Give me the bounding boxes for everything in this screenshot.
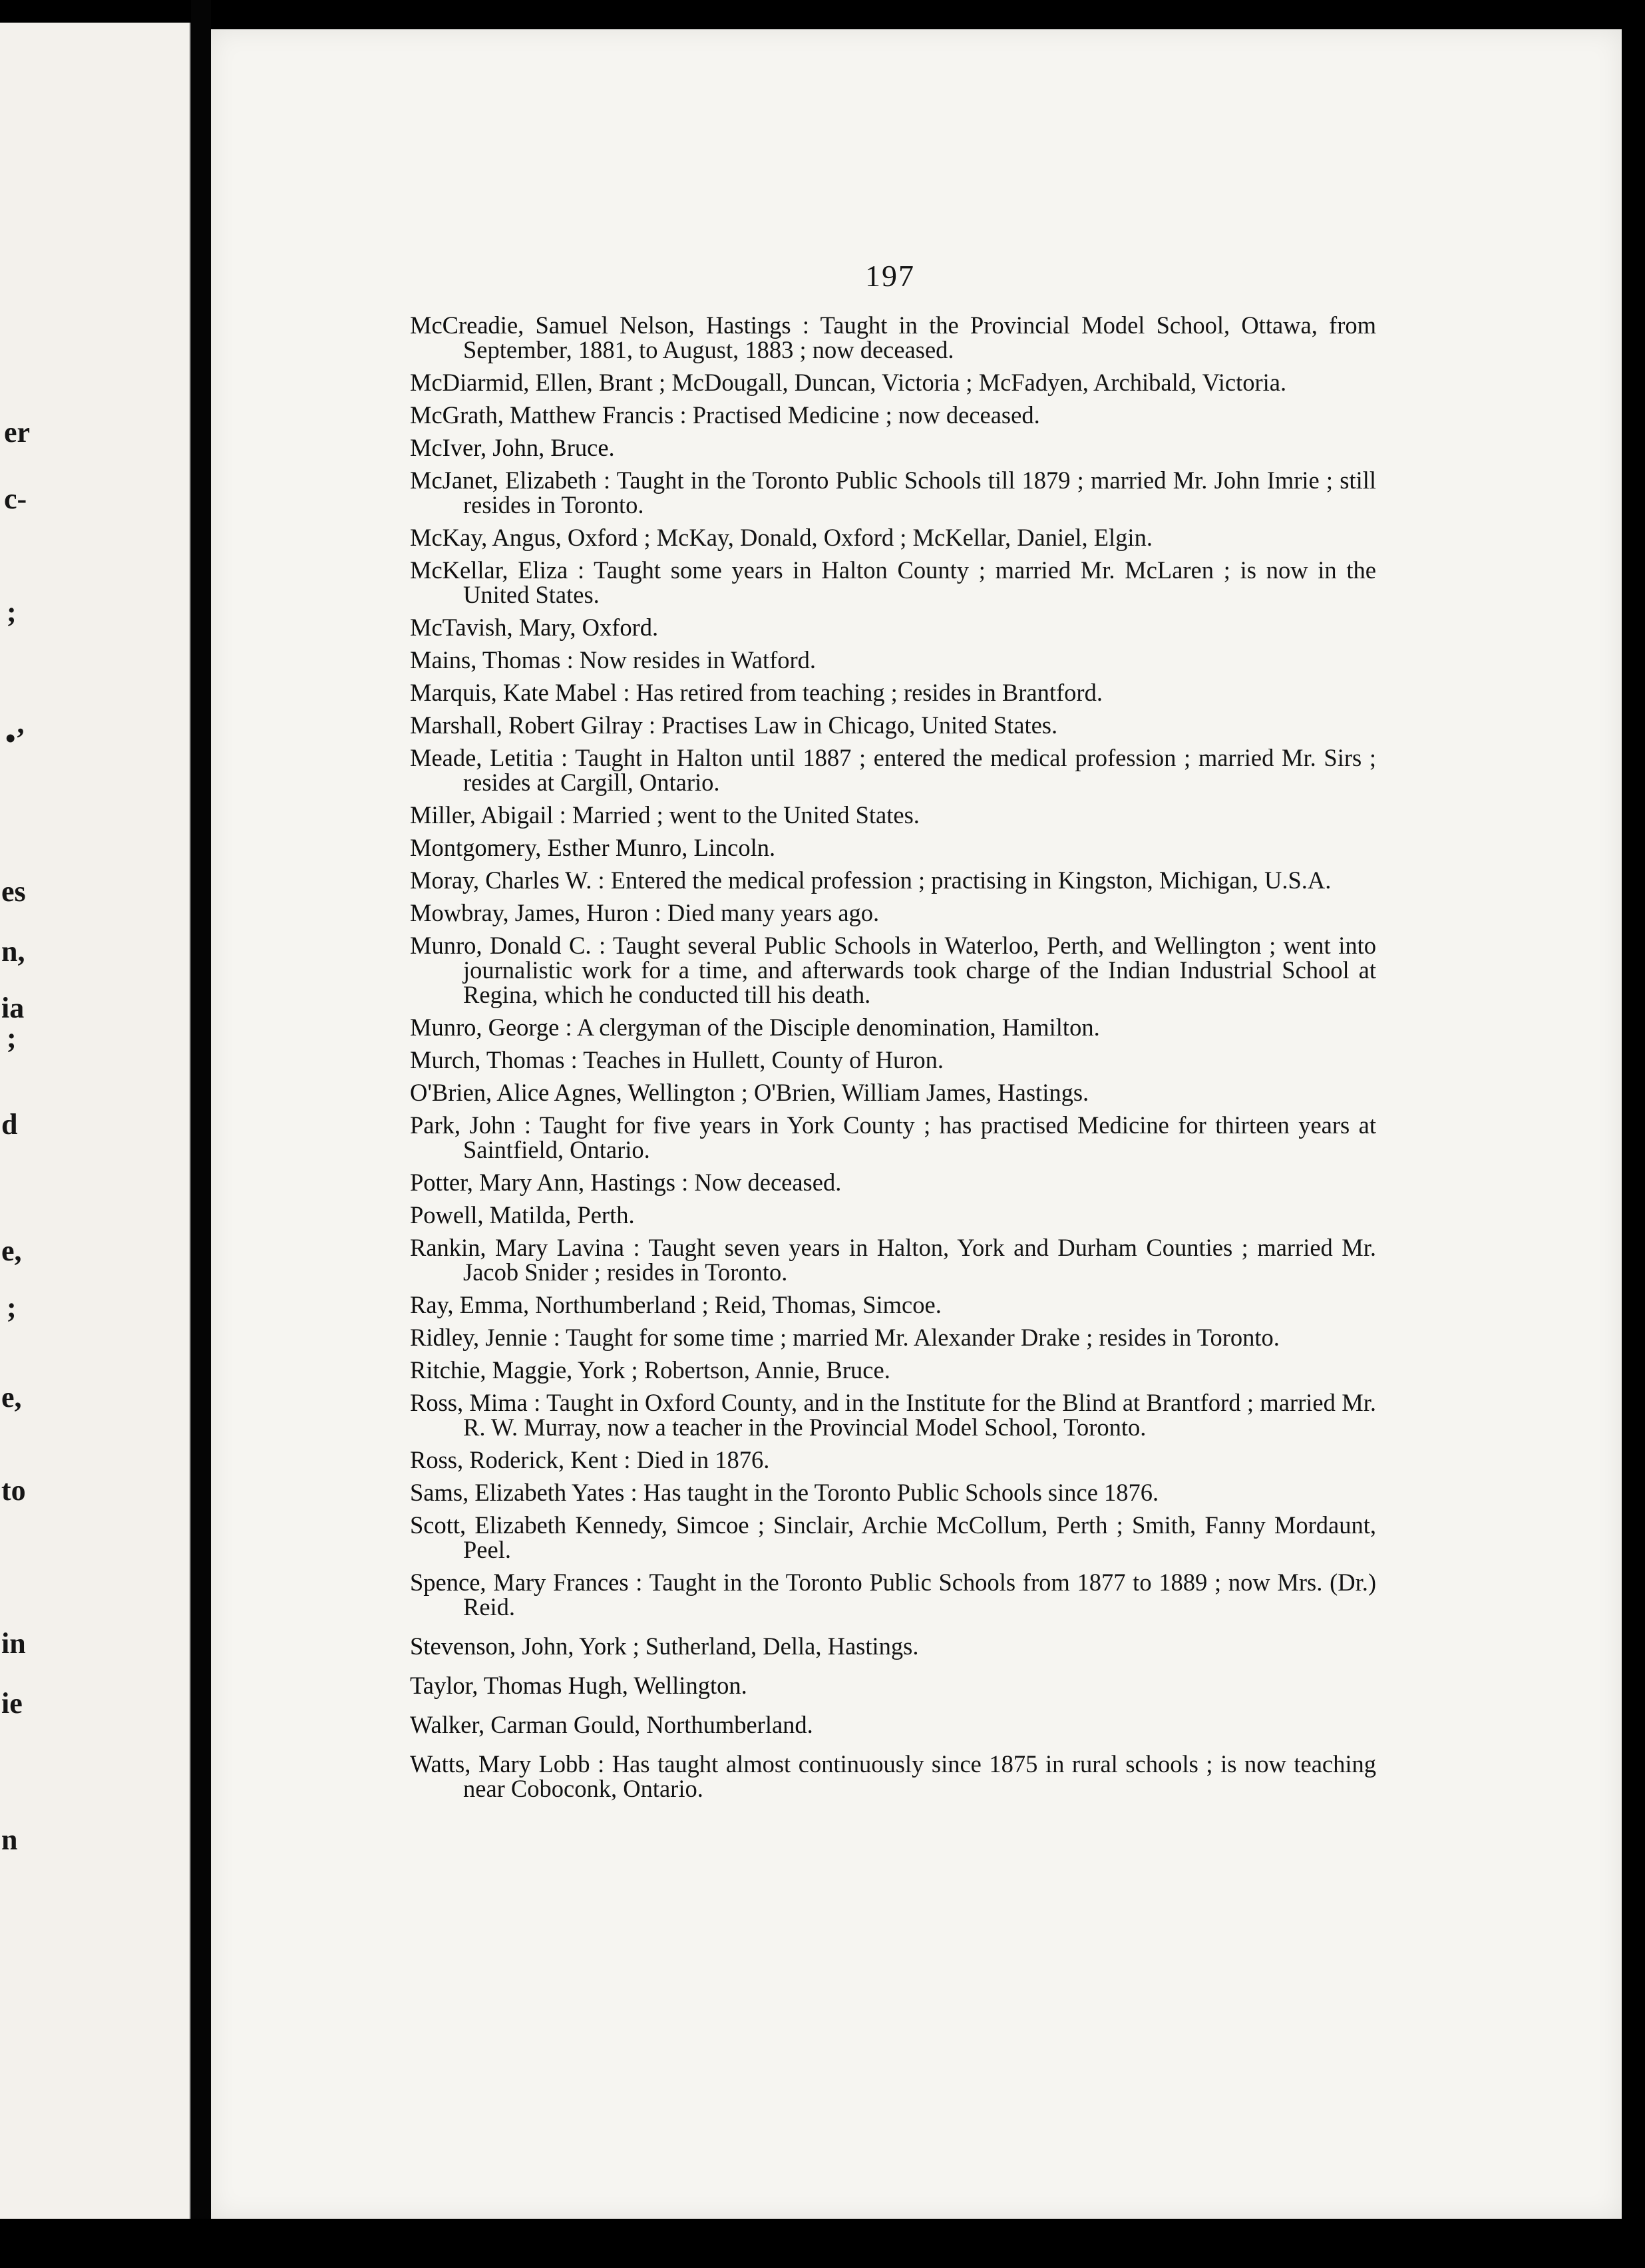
entry-name: Walker, Carman Gould, Northumberland.: [410, 1711, 813, 1738]
list-item: [410, 435, 1376, 460]
entry-text: ; Sinclair, Archie McCollum, Perth ; Smith, Fanny Mordaunt, Peel.: [463, 1511, 1377, 1563]
entry-name: Rankin, Mary Lavina: [410, 1234, 624, 1261]
list-item: [410, 403, 1376, 427]
list-item: [410, 1203, 1376, 1227]
margin-fragment: e,: [1, 1381, 22, 1414]
entry-text: : Taught for some time ; married Mr. Alexander Drake ; resides in Toronto.: [553, 1324, 1280, 1351]
list-item: [410, 1292, 1376, 1317]
list-item: [410, 370, 1376, 395]
scan-top-border: [0, 0, 1645, 27]
entry-name: Ridley, Jennie: [410, 1324, 548, 1351]
entry-text: : Taught for five years in York County ; has practised Medicine for thirteen years at Saintfield, Ontario.: [463, 1111, 1377, 1163]
list-item: [410, 803, 1376, 827]
list-item: [410, 1325, 1376, 1350]
margin-fragment: n: [1, 1823, 18, 1856]
list-item: [410, 1358, 1376, 1382]
list-item: [410, 1113, 1376, 1162]
entry-text: : Has taught in the Toronto Public Schools since 1876.: [630, 1479, 1159, 1506]
entry-text: : Practised Medicine ; now deceased.: [679, 401, 1040, 429]
entry-text: : Has retired from teaching ; resides in Brantford.: [623, 679, 1103, 706]
page-number: 197: [865, 259, 915, 293]
list-item: [410, 1015, 1376, 1040]
entry-text: : Married ; went to the United States.: [559, 801, 920, 829]
list-item: [410, 558, 1376, 607]
entry-text: : Taught in the Provincial Model School, Ottawa, from September, 1881, to August, 1883 ; now deceased.: [463, 311, 1376, 363]
entry-text: : A clergyman of the Disciple denomination, Hamilton.: [565, 1014, 1100, 1041]
margin-fragment: es: [1, 875, 26, 908]
entry-name: Watts, Mary Lobb: [410, 1750, 590, 1778]
list-item: [410, 1712, 1376, 1737]
entry-name: Munro, Donald C.: [410, 932, 592, 959]
entry-text: ; McDougall, Duncan, Victoria ; McFadyen, Archibald, Victoria.: [659, 369, 1287, 396]
entry-name: Ray, Emma, Northumberland: [410, 1291, 696, 1318]
entry-text: ; McKay, Donald, Oxford ; McKellar, Daniel, Elgin.: [643, 524, 1153, 551]
book-gutter: [191, 0, 211, 2268]
margin-fragment: ;: [7, 596, 17, 628]
list-item: [410, 1235, 1376, 1284]
list-item: [410, 1047, 1376, 1072]
list-item: [410, 1080, 1376, 1105]
margin-fragment: e,: [1, 1234, 22, 1267]
list-item: [410, 868, 1376, 892]
entry-name: Mowbray, James, Huron: [410, 899, 649, 926]
margin-fragment: er: [4, 416, 31, 449]
entry-name: Stevenson, John, York: [410, 1632, 627, 1660]
entry-text: : Taught in Oxford County, and in the Institute for the Blind at Brantford ; married Mr. R. W. Murray, now a teacher in the Provincial Model School, Toronto.: [463, 1389, 1376, 1441]
entry-text: : Now resides in Watford.: [566, 646, 817, 673]
list-item: [410, 900, 1376, 925]
margin-fragment: ;: [7, 1291, 17, 1324]
entry-name: Marshall, Robert Gilray: [410, 711, 643, 739]
entry-text: ; Robertson, Annie, Bruce.: [631, 1356, 890, 1384]
list-item: [410, 468, 1376, 517]
entry-text: : Teaches in Hullett, County of Huron.: [570, 1046, 944, 1073]
margin-fragment: d: [1, 1108, 18, 1141]
scan-right-border: [1622, 0, 1645, 2268]
entry-name: Ross, Roderick, Kent: [410, 1446, 618, 1473]
entry-name: Montgomery, Esther Munro, Lincoln.: [410, 834, 776, 861]
entry-name: Ritchie, Maggie, York: [410, 1356, 626, 1384]
list-item: [410, 1390, 1376, 1439]
entry-text: : Taught in the Toronto Public Schools till 1879 ; married Mr. John Imrie ; still resides in Toronto.: [463, 467, 1376, 518]
entry-text: ; O'Brien, William James, Hastings.: [741, 1079, 1089, 1106]
facing-page-edge: [0, 23, 191, 2219]
entry-text: ; Sutherland, Della, Hastings.: [632, 1632, 919, 1660]
margin-fragment: ;: [7, 1022, 17, 1054]
list-item: [410, 615, 1376, 640]
entry-name: McTavish, Mary, Oxford.: [410, 614, 659, 641]
entry-name: Murch, Thomas: [410, 1046, 565, 1073]
entry-name: Miller, Abigail: [410, 801, 554, 829]
entry-text: : Died many years ago.: [654, 899, 880, 926]
list-item: [410, 1673, 1376, 1698]
entry-name: Ross, Mima: [410, 1389, 528, 1416]
list-item: [410, 1752, 1376, 1801]
margin-fragment: n,: [1, 935, 25, 968]
entry-name: Meade, Letitia: [410, 744, 554, 771]
entry-name: Spence, Mary Frances: [410, 1569, 629, 1596]
margin-fragment: in: [1, 1627, 26, 1660]
biography-list: [410, 313, 1376, 1809]
entry-name: Scott, Elizabeth Kennedy, Simcoe: [410, 1511, 749, 1539]
entry-text: : Practises Law in Chicago, United States.: [648, 711, 1058, 739]
entry-name: Munro, George: [410, 1014, 560, 1041]
list-item: [410, 648, 1376, 672]
list-item: [410, 1570, 1376, 1619]
list-item: [410, 1480, 1376, 1505]
entry-name: Sams, Elizabeth Yates: [410, 1479, 625, 1506]
entry-text: : Taught some years in Halton County ; married Mr. McLaren ; is now in the United States.: [463, 556, 1377, 608]
entry-name: Taylor, Thomas Hugh, Wellington.: [410, 1672, 747, 1699]
entry-name: Marquis, Kate Mabel: [410, 679, 618, 706]
margin-fragment: ie: [1, 1687, 23, 1720]
entry-name: Mains, Thomas: [410, 646, 561, 673]
list-item: [410, 680, 1376, 705]
entry-name: McIver, John, Bruce.: [410, 434, 615, 461]
list-item: [410, 713, 1376, 737]
margin-fragment: to: [1, 1474, 26, 1507]
entry-text: : Taught in Halton until 1887 ; entered the medical profession ; married Mr. Sirs ; resides at Cargill, Ontario.: [463, 744, 1376, 796]
margin-fragment: c-: [4, 482, 27, 515]
margin-fragment: ia: [1, 992, 25, 1024]
entry-name: McGrath, Matthew Francis: [410, 401, 674, 429]
entry-name: Park, John: [410, 1111, 516, 1139]
list-item: [410, 1447, 1376, 1472]
entry-text: : Entered the medical profession ; practising in Kingston, Michigan, U.S.A.: [598, 866, 1332, 894]
scan-bottom-border: [0, 2219, 1645, 2268]
margin-fragment: •’: [5, 722, 26, 755]
entry-name: McKellar, Eliza: [410, 556, 568, 584]
entry-name: Potter, Mary Ann, Hastings: [410, 1169, 676, 1196]
list-item: [410, 313, 1376, 362]
list-item: [410, 1170, 1376, 1195]
entry-text: ; Reid, Thomas, Simcoe.: [701, 1291, 942, 1318]
entry-name: Moray, Charles W.: [410, 866, 592, 894]
entry-text: : Has taught almost continuously since 1875 in rural schools ; is now teaching near Coboconk, Ontario.: [463, 1750, 1376, 1802]
entry-name: O'Brien, Alice Agnes, Wellington: [410, 1079, 735, 1106]
list-item: [410, 1513, 1376, 1562]
list-item: [410, 1634, 1376, 1658]
entry-text: : Taught in the Toronto Public Schools from 1877 to 1889 ; now Mrs. (Dr.) Reid.: [463, 1569, 1376, 1620]
entry-name: McDiarmid, Ellen, Brant: [410, 369, 653, 396]
entry-text: : Taught seven years in Halton, York and Durham Counties ; married Mr. Jacob Snider ; resides in Toronto.: [463, 1234, 1377, 1286]
entry-name: McJanet, Elizabeth: [410, 467, 597, 494]
list-item: [410, 745, 1376, 795]
entry-name: McCreadie, Samuel Nelson, Hastings: [410, 311, 791, 339]
list-item: [410, 525, 1376, 550]
list-item: [410, 835, 1376, 860]
entry-text: : Died in 1876.: [624, 1446, 770, 1473]
entry-name: McKay, Angus, Oxford: [410, 524, 638, 551]
entry-name: Powell, Matilda, Perth.: [410, 1201, 635, 1228]
entry-text: : Now deceased.: [681, 1169, 842, 1196]
list-item: [410, 933, 1376, 1007]
entry-text: : Taught several Public Schools in Waterloo, Perth, and Wellington ; went into journalistic work for a time, and afterwards took charge of the Indian Industrial School at Regina, which he conducted till his death.: [463, 932, 1376, 1008]
